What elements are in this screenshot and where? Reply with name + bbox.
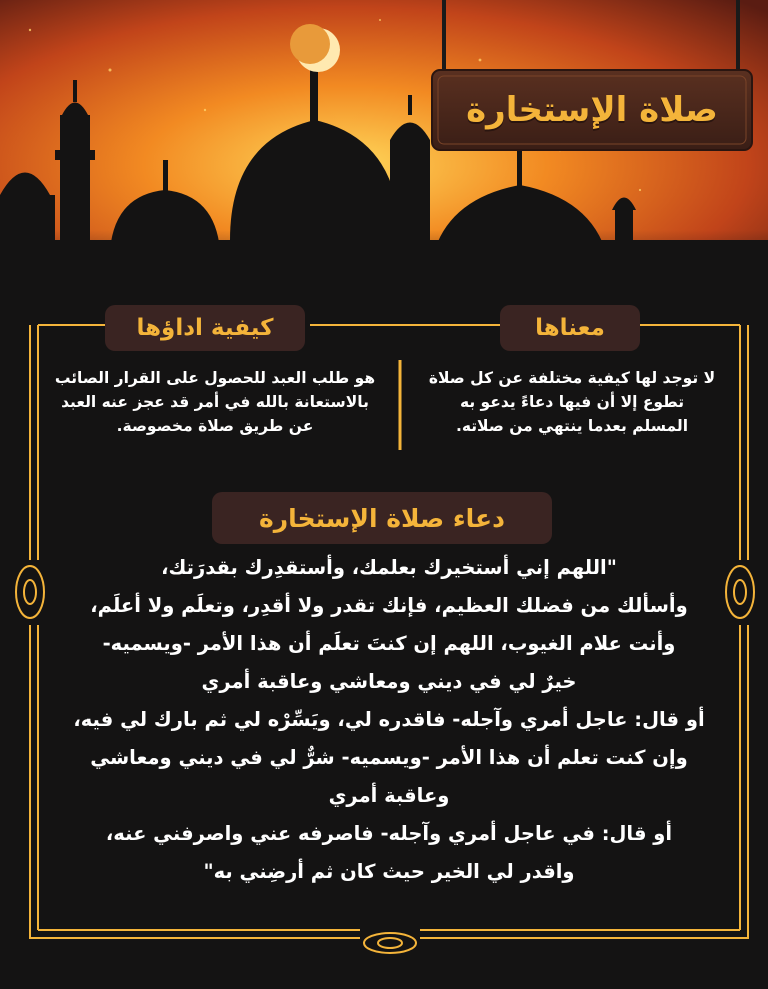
method-heading-box — [105, 305, 305, 351]
dua-line: واقدر لي الخير حيث كان ثم أرضِني به" — [203, 860, 575, 883]
dua-line: أو قال: في عاجل أمري وآجله- فاصرفه عني واصرفني عنه، — [105, 822, 673, 845]
meaning-heading: معناها — [535, 315, 605, 341]
dua-line: وأسألك من فضلك العظيم، فإنك تقدر ولا أقدِر، وتعلَم ولا أعلَم، — [90, 594, 688, 617]
method-line: بالاستعانة بالله في أمر قد عجز عنه العبد — [61, 393, 369, 411]
page-title: صلاة الإستخارة — [466, 90, 718, 130]
method-line: هو طلب العبد للحصول على القرار الصائب — [54, 369, 376, 387]
dua-line: خيرٌ لي في ديني ومعاشي وعاقبة أمري — [201, 670, 577, 693]
dua-heading-box — [212, 492, 552, 544]
meaning-line: تطوع إلا أن فيها دعاءً يدعو به — [459, 393, 685, 411]
meaning-line: لا توجد لها كيفية مختلفة عن كل صلاة — [428, 369, 716, 387]
meaning-line: المسلم بعدما ينتهي من صلاته. — [455, 417, 689, 435]
dua-line: أو قال: عاجل أمري وآجله- فاقدره لي، ويَسِّرْه لي ثم بارك لي فيه، — [73, 708, 705, 731]
method-line: عن طريق صلاة مخصوصة. — [116, 417, 314, 435]
dua-line: "اللهم إني أستخيرك بعلمك، وأستقدِرك بقدرَتك، — [161, 556, 617, 579]
dua-line: وإن كنت تعلم أن هذا الأمر -ويسميه- شرٌّ لي في ديني ومعاشي — [90, 746, 688, 769]
dua-line: وأنت علام الغيوب، اللهم إن كنتَ تعلَم أن هذا الأمر -ويسميه- — [102, 632, 676, 655]
meaning-text — [410, 366, 734, 438]
dua-heading: دعاء صلاة الإستخارة — [259, 503, 505, 533]
meaning-heading-box — [500, 305, 640, 351]
method-heading: كيفية اداؤها — [136, 315, 274, 341]
dua-line: وعاقبة أمري — [328, 784, 450, 807]
method-text — [40, 366, 390, 438]
